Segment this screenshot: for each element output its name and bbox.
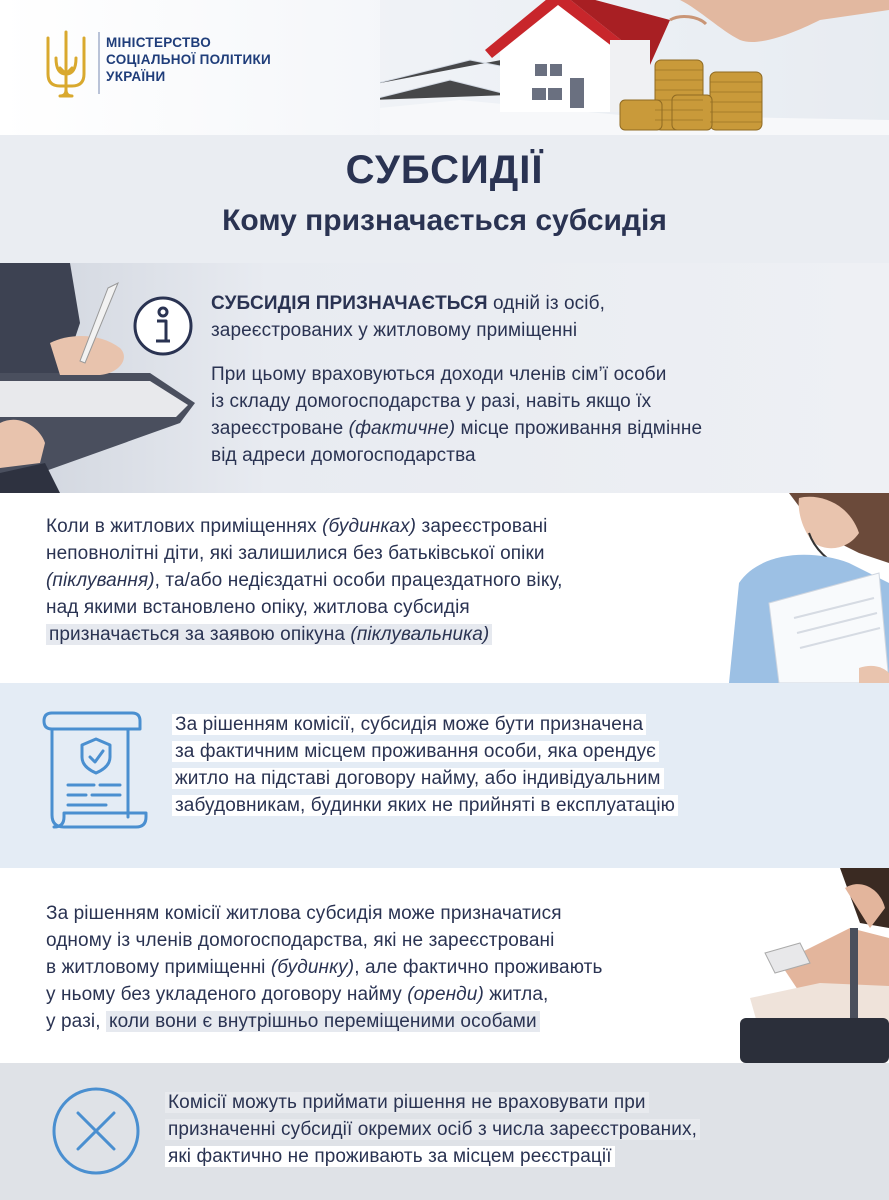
trident-emblem-icon bbox=[40, 28, 92, 100]
text-fragment: зареєстровані bbox=[416, 516, 548, 537]
exclusion-text bbox=[165, 1089, 875, 1170]
guardian-text bbox=[46, 513, 706, 648]
text-fragment: неповнолітні діти, які залишилися без батьківської опіки bbox=[46, 543, 545, 564]
text-fragment: Коли в житлових приміщеннях bbox=[46, 516, 323, 537]
section-guardian bbox=[0, 493, 889, 683]
commission-rent-text bbox=[172, 711, 872, 819]
text-fragment: (будинку) bbox=[270, 957, 355, 978]
house-coins-illustration bbox=[380, 0, 889, 135]
emblem-divider bbox=[98, 32, 100, 94]
ministry-name bbox=[106, 34, 271, 85]
text-fragment: від адреси домогосподарства bbox=[211, 445, 476, 466]
highlighted-text bbox=[46, 624, 492, 645]
text-fragment: одному із членів домогосподарства, які не зареєстровані bbox=[46, 930, 555, 951]
text-fragment: , але фактично проживають bbox=[354, 957, 603, 978]
highlighted-text: коли вони є внутрішньо переміщеними особами bbox=[106, 1011, 540, 1032]
assigned-statement bbox=[211, 290, 871, 344]
text-fragment: При цьому враховуються доходи членів сім’ї особи bbox=[211, 364, 667, 385]
text-fragment: одній із осіб, bbox=[487, 293, 605, 314]
text-fragment: із складу домогосподарства у разі, навіть якщо їх bbox=[211, 391, 652, 412]
text-fragment: які фактично не проживають за місцем реєстрації bbox=[165, 1146, 615, 1167]
page-subtitle: Кому призначається субсидія bbox=[222, 204, 667, 237]
text-fragment: забудовникам, будинки яких не прийняті в експлуатацію bbox=[172, 795, 678, 816]
text-fragment: , та/або недієздатні особи працездатного віку, bbox=[154, 570, 563, 591]
ministry-line: УКРАЇНИ bbox=[106, 69, 166, 84]
text-fragment: (оренди) bbox=[407, 984, 484, 1005]
text-fragment: За рішенням комісії, субсидія може бути призначена bbox=[172, 714, 646, 735]
text-fragment: зареєстрованих у житловому приміщенні bbox=[211, 320, 578, 341]
section-exclusion bbox=[0, 1063, 889, 1200]
text-fragment: у ньому без укладеного договору найму bbox=[46, 984, 408, 1005]
text-fragment: над якими встановлено опіку, житлова субсидія bbox=[46, 597, 470, 618]
text-fragment: (піклувальника) bbox=[350, 624, 490, 645]
text-fragment: зареєстроване bbox=[211, 418, 349, 439]
text-fragment: (фактичне) bbox=[348, 418, 456, 439]
text-fragment: Комісії можуть приймати рішення не враховувати при bbox=[165, 1092, 649, 1113]
section-commission-rent bbox=[0, 683, 889, 868]
text-fragment: у разі, bbox=[46, 1011, 106, 1032]
commission-idp-text bbox=[46, 900, 746, 1035]
document-shield-icon bbox=[40, 705, 150, 835]
header-banner bbox=[0, 0, 889, 135]
text-fragment: За рішенням комісії житлова субсидія може призначатися bbox=[46, 903, 562, 924]
ministry-line: СОЦІАЛЬНОЇ ПОЛІТИКИ bbox=[106, 52, 272, 67]
page-title: СУБСИДІЇ bbox=[345, 148, 544, 192]
ministry-line: МІНІСТЕРСТВО bbox=[106, 35, 212, 50]
text-fragment: (піклування) bbox=[46, 570, 155, 591]
text-fragment: за фактичним місцем проживання особи, яка орендує bbox=[172, 741, 659, 762]
text-fragment: (будинках) bbox=[322, 516, 417, 537]
text-fragment: житла, bbox=[483, 984, 549, 1005]
close-circle-icon bbox=[48, 1083, 144, 1179]
section-assigned-to bbox=[0, 263, 889, 493]
text-fragment: житло на підставі договору найму, або індивідуальним bbox=[172, 768, 664, 789]
text-fragment: призначенні субсидії окремих осіб з числа зареєстрованих, bbox=[165, 1119, 700, 1140]
assigned-heading: СУБСИДІЯ ПРИЗНАЧАЄТЬСЯ bbox=[211, 293, 488, 314]
text-fragment: призначається за заявою опікуна bbox=[49, 624, 351, 645]
text-fragment: в житловому приміщенні bbox=[46, 957, 271, 978]
income-note bbox=[211, 361, 871, 469]
info-icon bbox=[130, 293, 196, 359]
section-commission-idp bbox=[0, 868, 889, 1063]
traveler-suitcase-illustration bbox=[740, 868, 889, 1063]
woman-reading-illustration bbox=[709, 493, 889, 683]
text-fragment: місце проживання відмінне bbox=[455, 418, 703, 439]
